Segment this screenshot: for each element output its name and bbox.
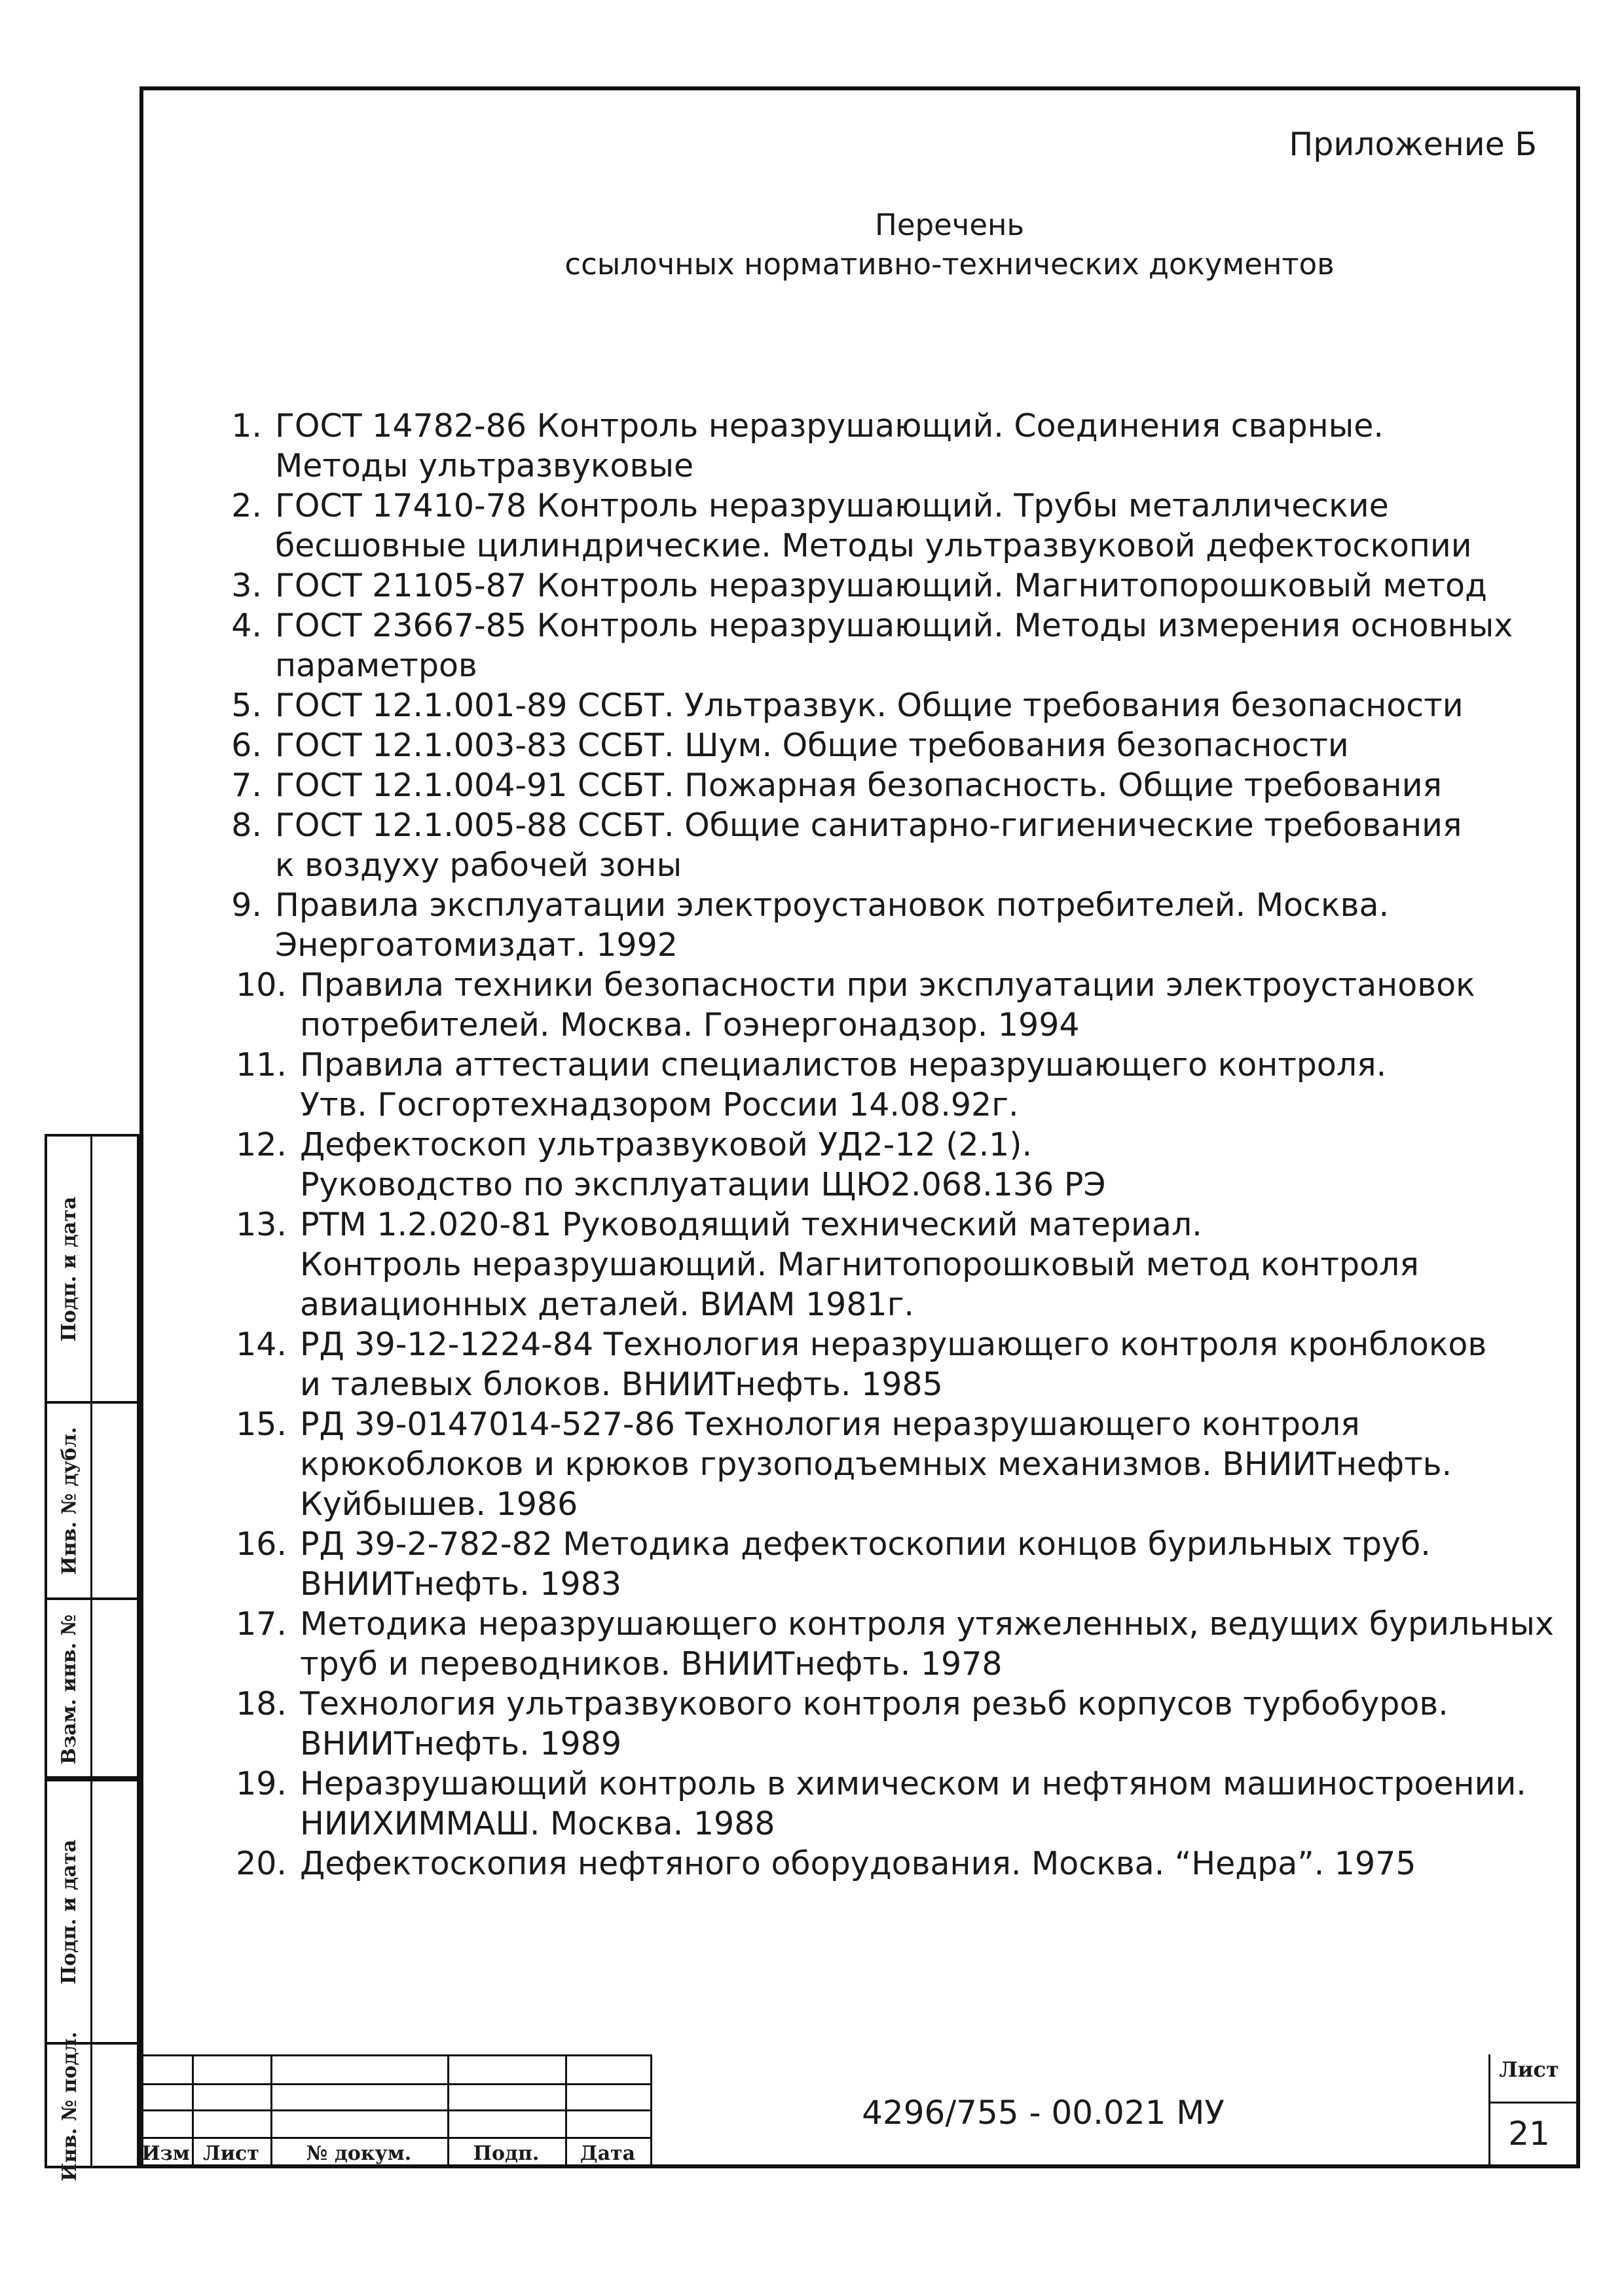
reference-line: Утв. Госгортехнадзором России 14.08.92г.	[300, 1086, 1019, 1123]
reference-line: и талевых блоков. ВНИИТнефть. 1985	[300, 1366, 943, 1403]
list-subtitle: ссылочных нормативно-технических документов	[564, 247, 1335, 282]
reference-line: потребителей. Москва. Гоэнергонадзор. 1994	[300, 1006, 1080, 1044]
reference-line: ГОСТ 12.1.003-83 ССБТ. Шум. Общие требования безопасности	[275, 727, 1349, 764]
reference-line: Руководство по эксплуатации ЩЮ2.068.136 РЭ	[300, 1166, 1106, 1203]
reference-line: РД 39-2-782-82 Методика дефектоскопии концов бурильных труб.	[300, 1525, 1431, 1563]
reference-item	[196, 1684, 1559, 1764]
reference-number: 19.	[236, 1765, 287, 1802]
col-doc-no: № докум.	[306, 2142, 412, 2165]
reference-number: 16.	[236, 1525, 287, 1563]
reference-number: 12.	[236, 1126, 287, 1163]
reference-number: 7.	[231, 767, 262, 804]
reference-item	[196, 1324, 1559, 1404]
reference-number: 13.	[236, 1206, 287, 1243]
reference-line: ГОСТ 14782-86 Контроль неразрушающий. Соединения сварные.	[275, 407, 1384, 445]
reference-line: НИИХИММАШ. Москва. 1988	[300, 1805, 775, 1842]
reference-number: 20.	[236, 1845, 287, 1882]
document-code: 4296/755 - 00.021 МУ	[862, 2094, 1225, 2132]
reference-line: параметров	[275, 647, 477, 684]
reference-line: бесшовные цилиндрические. Методы ультразвуковой дефектоскопии	[275, 527, 1472, 564]
sheet-number: 21	[1508, 2115, 1550, 2153]
reference-line: Неразрушающий контроль в химическом и нефтяном машиностроении.	[300, 1765, 1526, 1802]
reference-line: Правила эксплуатации электроустановок потребителей. Москва.	[275, 886, 1390, 924]
reference-item	[196, 885, 1559, 965]
reference-line: ГОСТ 12.1.001-89 ССБТ. Ультразвук. Общие требования безопасности	[275, 687, 1464, 724]
reference-line: Энергоатомиздат. 1992	[275, 926, 678, 964]
reference-line: к воздуху рабочей зоны	[275, 847, 682, 884]
reference-number: 3.	[231, 567, 262, 604]
reference-number: 5.	[231, 687, 262, 724]
side-stamp-sign-date-2: Подп. и дата	[58, 1839, 81, 1984]
list-title: Перечень	[875, 208, 1024, 242]
reference-line: ГОСТ 12.1.004-91 ССБТ. Пожарная безопасность. Общие требования	[275, 767, 1443, 804]
col-change: Изм	[141, 2142, 190, 2165]
reference-item	[196, 406, 1559, 486]
side-stamp-sign-date: Подп. и дата	[58, 1196, 81, 1341]
reference-item	[196, 1844, 1559, 1884]
reference-number: 18.	[236, 1685, 287, 1722]
reference-line: Дефектоскопия нефтяного оборудования. Москва. “Недра”. 1975	[300, 1845, 1416, 1882]
col-date: Дата	[580, 2142, 636, 2165]
reference-line: Контроль неразрушающий. Магнитопорошковый метод контроля	[300, 1246, 1419, 1283]
reference-line: Правила аттестации специалистов неразрушающего контроля.	[300, 1046, 1387, 1084]
side-stamp-upper	[45, 1134, 139, 1779]
reference-number: 11.	[236, 1046, 287, 1084]
col-sheet: Лист	[203, 2142, 259, 2165]
reference-item	[196, 1604, 1559, 1684]
side-stamp-replace-inv: Взам. инв. №	[58, 1614, 81, 1765]
reference-list	[196, 406, 1559, 1884]
reference-number: 14.	[236, 1326, 287, 1363]
reference-line: ВНИИТнефть. 1983	[300, 1565, 622, 1603]
reference-number: 2.	[231, 487, 262, 524]
reference-number: 6.	[231, 727, 262, 764]
reference-line: Технология ультразвукового контроля резьб корпусов турбобуров.	[300, 1685, 1449, 1722]
reference-item	[196, 1125, 1559, 1205]
reference-line: ВНИИТнефть. 1989	[300, 1725, 622, 1762]
reference-item	[196, 685, 1559, 725]
reference-number: 8.	[231, 807, 262, 844]
reference-line: Методы ультразвуковые	[275, 447, 694, 484]
reference-item	[196, 1764, 1559, 1844]
reference-number: 17.	[236, 1605, 287, 1643]
side-stamp-lower	[45, 1779, 139, 2181]
side-stamp-dup-inv: Инв. № дубл.	[58, 1427, 81, 1575]
reference-line: ГОСТ 21105-87 Контроль неразрушающий. Магнитопорошковый метод	[275, 567, 1487, 604]
reference-item	[196, 606, 1559, 685]
reference-number: 10.	[236, 966, 287, 1004]
reference-number: 4.	[231, 607, 262, 644]
reference-line: крюкоблоков и крюков грузоподъемных механизмов. ВНИИТнефть.	[300, 1446, 1452, 1483]
reference-line: РД 39-0147014-527-86 Технология неразрушающего контроля	[300, 1406, 1360, 1443]
reference-item	[196, 566, 1559, 606]
side-stamp-orig-inv: Инв. № подл.	[58, 2032, 81, 2181]
reference-line: Методика неразрушающего контроля утяжеленных, ведущих бурильных	[300, 1605, 1554, 1643]
reference-line: труб и переводников. ВНИИТнефть. 1978	[300, 1645, 1003, 1683]
reference-item	[196, 965, 1559, 1045]
reference-item	[196, 1205, 1559, 1324]
reference-item	[196, 1404, 1559, 1524]
reference-line: РД 39-12-1224-84 Технология неразрушающего контроля кронблоков	[300, 1326, 1487, 1363]
reference-item	[196, 1524, 1559, 1604]
reference-number: 1.	[231, 407, 262, 445]
reference-line: Куйбышев. 1986	[300, 1485, 578, 1523]
reference-line: ГОСТ 23667-85 Контроль неразрушающий. Методы измерения основных	[275, 607, 1513, 644]
reference-line: авиационных деталей. ВИАМ 1981г.	[300, 1286, 915, 1323]
reference-item	[196, 725, 1559, 765]
reference-item	[196, 486, 1559, 566]
sheet-label: Лист	[1499, 2057, 1559, 2082]
reference-line: ГОСТ 12.1.005-88 ССБТ. Общие санитарно-гигиенические требования	[275, 807, 1462, 844]
reference-number: 9.	[231, 886, 262, 924]
appendix-label: Приложение Б	[1289, 126, 1537, 163]
reference-item	[196, 1045, 1559, 1125]
reference-line: Дефектоскоп ультразвуковой УД2-12 (2.1).	[300, 1126, 1033, 1163]
reference-item	[196, 765, 1559, 805]
reference-line: Правила техники безопасности при эксплуатации электроустановок	[300, 966, 1475, 1004]
reference-line: РТМ 1.2.020-81 Руководящий технический материал.	[300, 1206, 1202, 1243]
reference-item	[196, 805, 1559, 885]
col-signature: Подп.	[473, 2142, 540, 2165]
title-block	[139, 2054, 1580, 2168]
reference-number: 15.	[236, 1406, 287, 1443]
reference-line: ГОСТ 17410-78 Контроль неразрушающий. Трубы металлические	[275, 487, 1389, 524]
